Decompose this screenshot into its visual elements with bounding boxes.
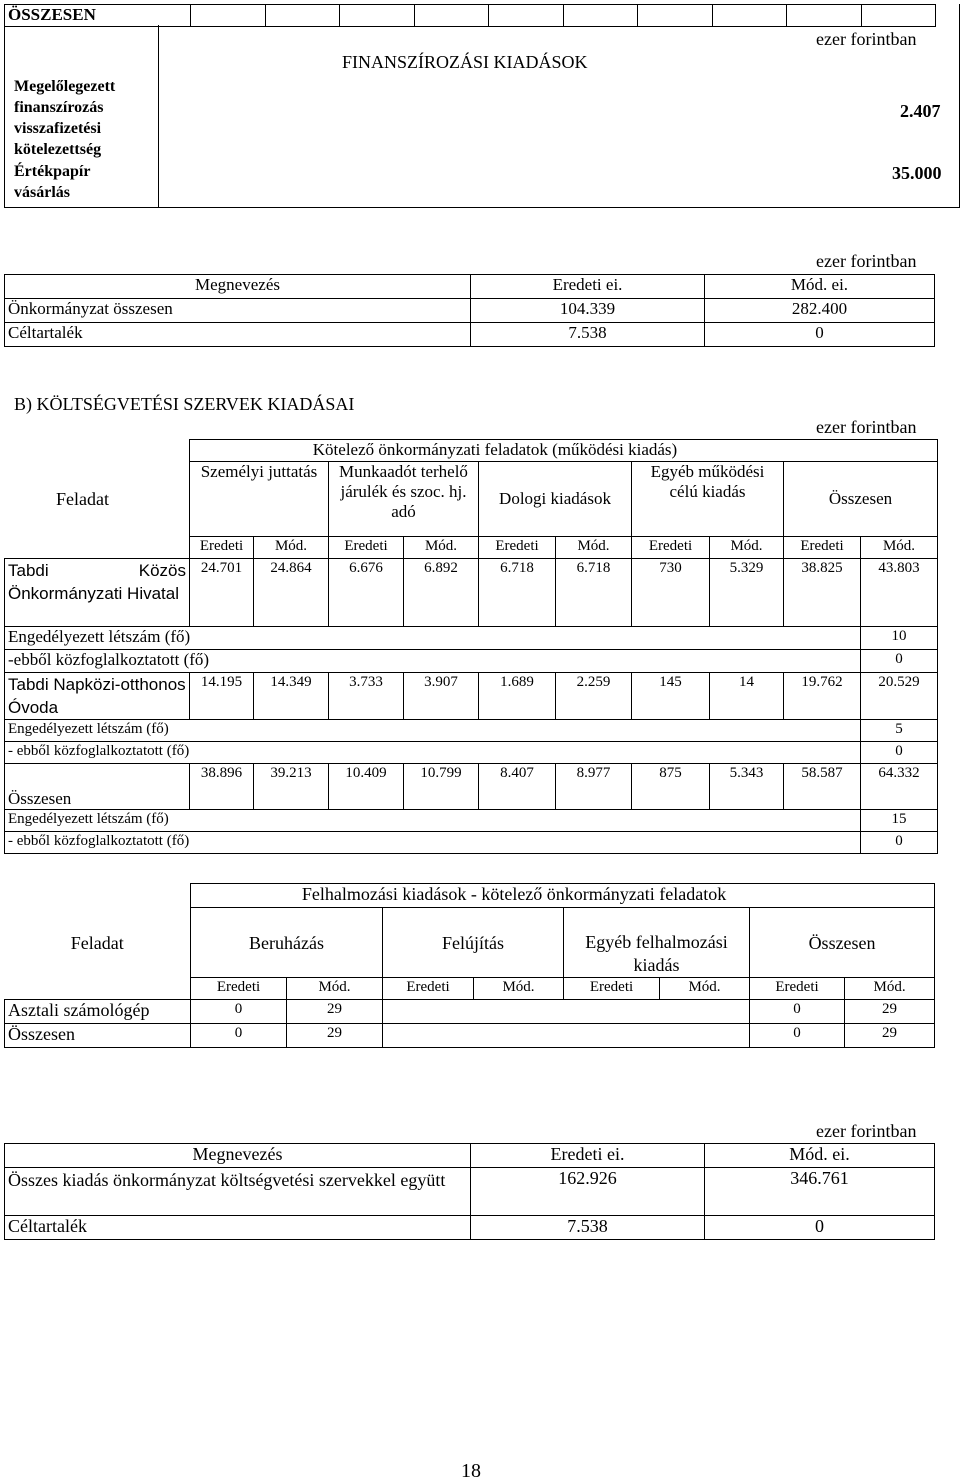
fin-row-label: Megelőlegezett finanszírozás visszafizetési kötelezettség bbox=[14, 78, 116, 158]
sub-header: Mód. bbox=[287, 978, 383, 1000]
summary2-unit: ezer forintban bbox=[816, 1121, 917, 1141]
letszam-value: 15 bbox=[861, 810, 938, 832]
cell: 0 bbox=[191, 1000, 287, 1024]
cell bbox=[660, 1000, 750, 1024]
col-osszesen: Összesen bbox=[750, 908, 935, 978]
capital-title: Felhalmozási kiadások - kötelező önkormányzati feladatok bbox=[191, 884, 935, 908]
capital-row-label: Asztali számológép bbox=[5, 1000, 191, 1024]
cell-mod: 0 bbox=[705, 1216, 935, 1240]
cell: 19.762 bbox=[784, 673, 861, 720]
col-felujitas: Felújítás bbox=[383, 908, 564, 978]
col-egyeb: Egyéb működési célú kiadás bbox=[632, 462, 784, 537]
cell: 24.864 bbox=[254, 559, 329, 627]
cell bbox=[660, 1024, 750, 1048]
cell: 5.343 bbox=[710, 764, 784, 810]
letszam-label: Engedélyezett létszám (fő) bbox=[5, 810, 861, 832]
fin-header-left: ÖSSZESEN bbox=[5, 5, 191, 27]
col-osszesen: Összesen bbox=[784, 462, 938, 537]
sub-header: Eredeti bbox=[329, 537, 404, 559]
sub-header: Mód. bbox=[556, 537, 632, 559]
cell: 10.409 bbox=[329, 764, 404, 810]
kozfog-label: - ebből közfoglalkoztatott (fő) bbox=[5, 832, 861, 854]
cell: 14.349 bbox=[254, 673, 329, 720]
cell: 14 bbox=[710, 673, 784, 720]
cell: 3.733 bbox=[329, 673, 404, 720]
sub-header: Eredeti bbox=[190, 537, 254, 559]
cell: 29 bbox=[845, 1000, 935, 1024]
col-header: Megnevezés bbox=[5, 275, 471, 299]
col-beruhazas: Beruházás bbox=[191, 908, 383, 978]
col-munkaado: Munkaadót terhelő járulék és szoc. hj. adó bbox=[329, 462, 479, 537]
fin-row-value: 35.000 bbox=[892, 163, 942, 183]
cell: 1.689 bbox=[479, 673, 556, 720]
cell: 0 bbox=[191, 1024, 287, 1048]
cell: 3.907 bbox=[404, 673, 479, 720]
cell bbox=[564, 1024, 660, 1048]
capital-table bbox=[4, 883, 935, 1048]
sub-header: Eredeti bbox=[191, 978, 287, 1000]
kozfog-value: 0 bbox=[861, 650, 938, 673]
cell: 6.718 bbox=[556, 559, 632, 627]
fin-title: FINANSZÍROZÁSI KIADÁSOK bbox=[342, 52, 588, 72]
col-header: Mód. ei. bbox=[705, 275, 935, 299]
cell-orig: 7.538 bbox=[471, 323, 705, 347]
letszam-value: 10 bbox=[861, 627, 938, 650]
row-label: Céltartalék bbox=[5, 1216, 471, 1240]
sub-header: Mód. bbox=[660, 978, 750, 1000]
sub-header: Mód. bbox=[254, 537, 329, 559]
capital-row-label: Összesen bbox=[5, 1024, 191, 1048]
cell bbox=[383, 1000, 474, 1024]
cell bbox=[474, 1000, 564, 1024]
row-ovoda: Tabdi Napközi-otthonos Óvoda bbox=[5, 673, 190, 720]
sub-header: Mód. bbox=[404, 537, 479, 559]
col-header: Mód. ei. bbox=[705, 1144, 935, 1168]
cell: 58.587 bbox=[784, 764, 861, 810]
capital-feladat: Feladat bbox=[70, 932, 124, 953]
group-header: Kötelező önkormányzati feladatok (működési kiadás) bbox=[190, 440, 938, 462]
letszam-label: Engedélyezett létszám (fő) bbox=[5, 720, 861, 742]
cell-mod: 282.400 bbox=[705, 299, 935, 323]
budget-unit: ezer forintban bbox=[816, 417, 917, 437]
cell: 38.825 bbox=[784, 559, 861, 627]
sub-header: Eredeti bbox=[564, 978, 660, 1000]
summary2-table bbox=[4, 1143, 935, 1240]
cell: 145 bbox=[632, 673, 710, 720]
kozfog-label: - ebből közfoglalkoztatott (fő) bbox=[5, 742, 861, 764]
fin-divider bbox=[158, 25, 159, 207]
sub-header: Mód. bbox=[845, 978, 935, 1000]
sub-header: Mód. bbox=[861, 537, 938, 559]
cell: 6.892 bbox=[404, 559, 479, 627]
cell: 6.718 bbox=[479, 559, 556, 627]
cell: 6.676 bbox=[329, 559, 404, 627]
cell: 875 bbox=[632, 764, 710, 810]
cell: 20.529 bbox=[861, 673, 938, 720]
summary1-unit: ezer forintban bbox=[816, 251, 917, 271]
row-label: Összes kiadás önkormányzat költségvetési szervekkel együtt bbox=[5, 1168, 471, 1216]
col-header: Eredeti ei. bbox=[471, 1144, 705, 1168]
cell-mod: 346.761 bbox=[705, 1168, 935, 1216]
cell: 43.803 bbox=[861, 559, 938, 627]
col-dologi: Dologi kiadások bbox=[479, 462, 632, 537]
cell: 29 bbox=[845, 1024, 935, 1048]
letszam-value: 5 bbox=[861, 720, 938, 742]
kozfog-label: -ebből közfoglalkoztatott (fő) bbox=[5, 650, 861, 673]
cell bbox=[383, 1024, 474, 1048]
cell: 0 bbox=[750, 1000, 845, 1024]
cell-mod: 0 bbox=[705, 323, 935, 347]
col-header: Megnevezés bbox=[5, 1144, 471, 1168]
financing-table bbox=[4, 4, 936, 27]
cell: 8.407 bbox=[479, 764, 556, 810]
cell: 5.329 bbox=[710, 559, 784, 627]
cell: 730 bbox=[632, 559, 710, 627]
sub-header: Mód. bbox=[710, 537, 784, 559]
row-hivatal: Tabdi Közös Önkormányzati Hivatal bbox=[5, 559, 190, 627]
cell: 39.213 bbox=[254, 764, 329, 810]
section-title: B) KÖLTSÉGVETÉSI SZERVEK KIADÁSAI bbox=[14, 394, 355, 414]
cell: 24.701 bbox=[190, 559, 254, 627]
cell: 8.977 bbox=[556, 764, 632, 810]
cell: 64.332 bbox=[861, 764, 938, 810]
cell-orig: 7.538 bbox=[471, 1216, 705, 1240]
summary1-table bbox=[4, 274, 935, 347]
kozfog-value: 0 bbox=[861, 832, 938, 854]
fin-unit: ezer forintban bbox=[816, 29, 917, 49]
row-total: Összesen bbox=[5, 764, 190, 810]
cell bbox=[474, 1024, 564, 1048]
cell-orig: 162.926 bbox=[471, 1168, 705, 1216]
cell: 10.799 bbox=[404, 764, 479, 810]
fin-row-label: Értékpapír vásárlás bbox=[14, 163, 91, 201]
page-number: 18 bbox=[461, 1460, 481, 1482]
cell: 38.896 bbox=[190, 764, 254, 810]
cell: 2.259 bbox=[556, 673, 632, 720]
row-label: Önkormányzat összesen bbox=[5, 299, 471, 323]
letszam-label: Engedélyezett létszám (fő) bbox=[5, 627, 861, 650]
sub-header: Eredeti bbox=[632, 537, 710, 559]
cell: 0 bbox=[750, 1024, 845, 1048]
col-egyeb-felh: Egyéb felhalmozási kiadás bbox=[564, 908, 750, 978]
col-szemelyi: Személyi juttatás bbox=[190, 462, 329, 537]
cell-orig: 104.339 bbox=[471, 299, 705, 323]
sub-header: Mód. bbox=[474, 978, 564, 1000]
row-label: Céltartalék bbox=[5, 323, 471, 347]
budget-table bbox=[4, 439, 938, 854]
cell: 29 bbox=[287, 1024, 383, 1048]
cell: 29 bbox=[287, 1000, 383, 1024]
sub-header: Eredeti bbox=[750, 978, 845, 1000]
sub-header: Eredeti bbox=[479, 537, 556, 559]
cell bbox=[564, 1000, 660, 1024]
sub-header: Eredeti bbox=[383, 978, 474, 1000]
sub-header: Eredeti bbox=[784, 537, 861, 559]
fin-row-value: 2.407 bbox=[900, 101, 941, 121]
cell: 14.195 bbox=[190, 673, 254, 720]
kozfog-value: 0 bbox=[861, 742, 938, 764]
col-header: Eredeti ei. bbox=[471, 275, 705, 299]
budget-feladat-header: Feladat bbox=[56, 489, 109, 509]
